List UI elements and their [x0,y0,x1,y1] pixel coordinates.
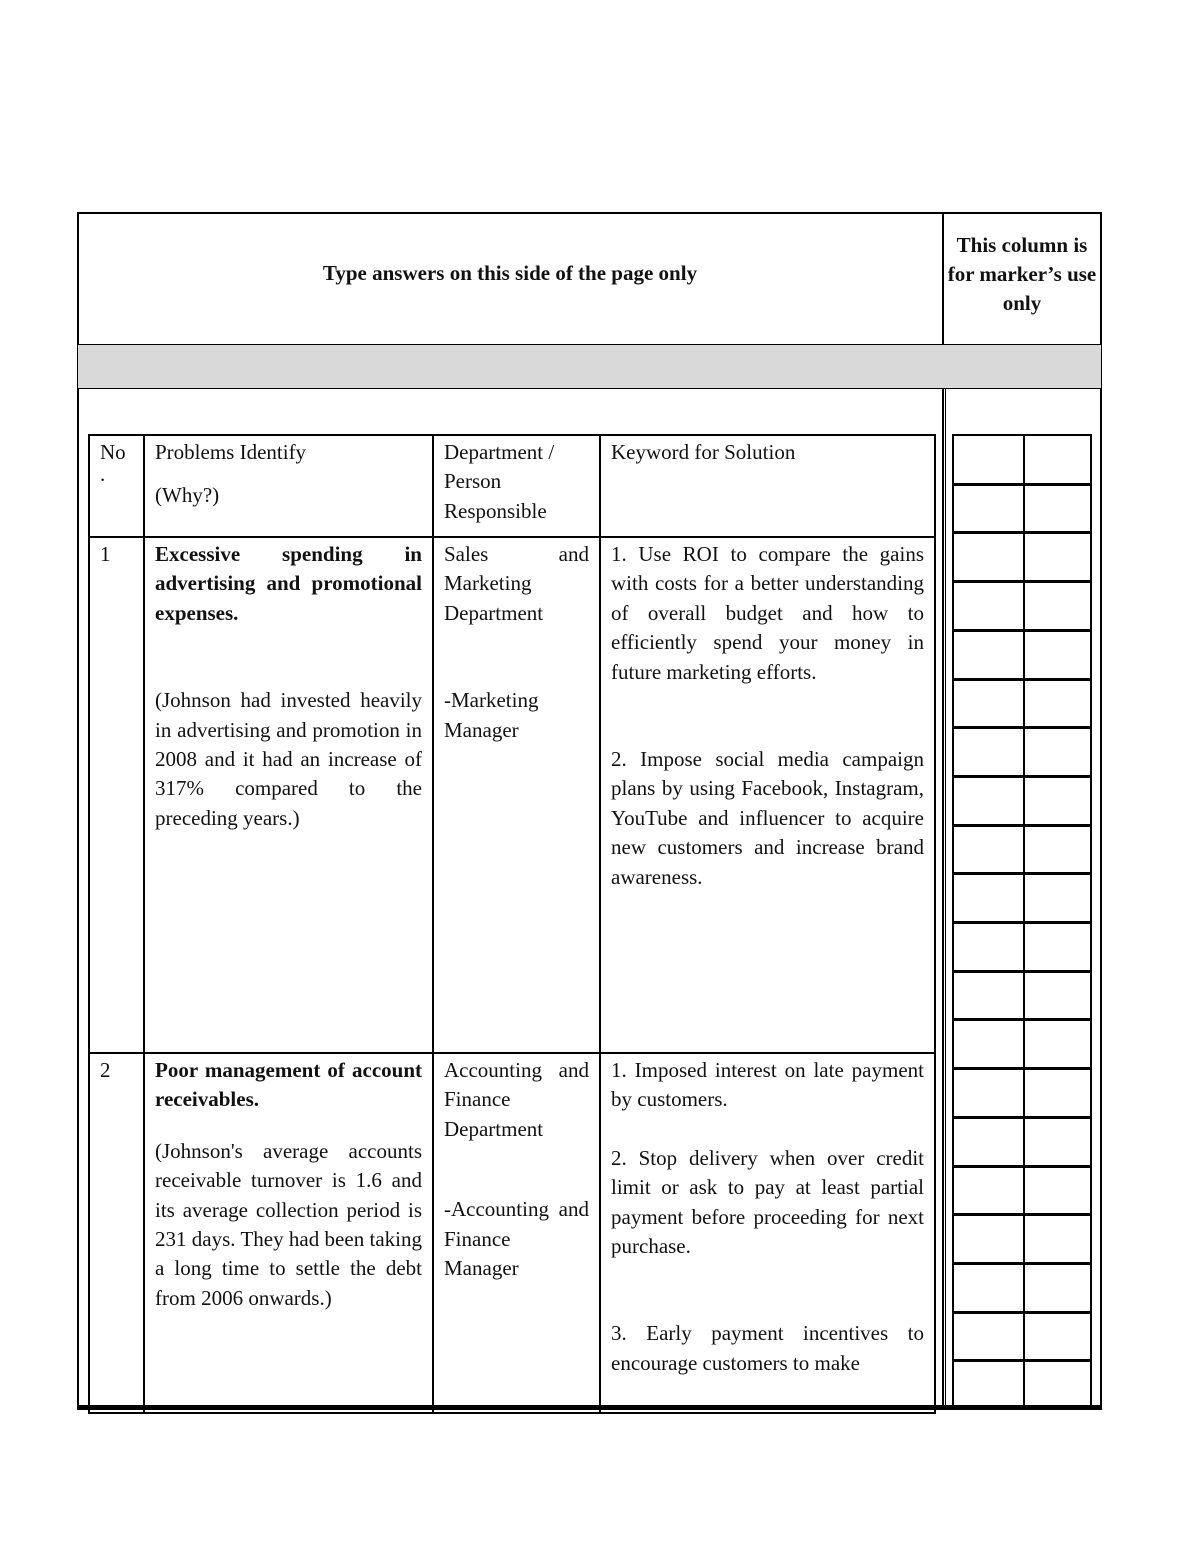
solution-item: 1. Imposed interest on late payment by customers. [611,1058,924,1112]
table-row [89,1053,935,1413]
person-responsible: -Accounting and Finance Manager [444,1197,589,1281]
solution-item: 2. Stop delivery when over credit limit or ask to pay at least partial payment before proceeding for next purchase. [611,1145,924,1259]
header-department [433,435,600,537]
marker-grid-row-divider [954,872,1090,875]
marker-grid-row-divider [954,921,1090,924]
solution-item: 1. Use ROI to compare the gains with costs for a better understanding of overall budget and how to efficiently spend your money in future marketing efforts. [611,542,924,684]
marker-grid-row-divider [954,726,1090,729]
marker-grid-row-divider [954,1018,1090,1021]
marker-grid-row-divider [954,1165,1090,1168]
marker-grid-row-divider [954,1262,1090,1265]
table-header-row [89,435,935,537]
marker-column-divider [942,212,944,1410]
marker-grid-row-divider [954,1359,1090,1362]
marker-grid-row-divider [954,824,1090,827]
solution-cell [600,1053,935,1413]
department-cell [433,537,600,1053]
solution-item: 2. Impose social media campaign plans by using Facebook, Instagram, YouTube and influencer to acquire new customers and increase brand awareness. [611,747,924,889]
marker-grid-row-divider [954,775,1090,778]
marker-grid-row-divider [954,1116,1090,1119]
solution-cell [600,537,935,1053]
marker-grid-row-divider [954,1311,1090,1314]
problem-cell [144,537,433,1053]
marker-score-grid [952,434,1092,1408]
person-responsible: -Marketing Manager [444,688,539,742]
problem-cell [144,1053,433,1413]
header-no-label: No [100,440,126,464]
problem-detail: (Johnson had invested heavily in advertising and promotion in 2008 and it had an increase of 317% compared to the preceding years.) [155,688,422,830]
header-no [89,435,144,537]
problem-title: Excessive spending in advertising and promotional expenses. [155,542,422,625]
header-keyword-label: Keyword for Solution [611,440,796,464]
band-divider [77,388,1102,389]
header-department-label: Department / Person Responsible [444,440,555,523]
header-problems-sub: (Why?) [155,483,220,508]
marker-grid-edge [945,388,946,1408]
solution-item: 3. Early payment incentives to encourage customers to make [611,1321,924,1375]
marker-grid-row-divider [954,1067,1090,1070]
marker-grid-row-divider [954,629,1090,632]
department-name: Accounting and Finance Department [444,1058,589,1141]
row-number: 1 [89,537,144,1053]
shaded-band [78,345,1101,388]
header-problems-label: Problems Identify [155,440,307,464]
marker-grid-row-divider [954,531,1090,534]
marker-column-title: This column is for marker’s use only [947,232,1097,315]
department-cell [433,1053,600,1413]
answer-area-title: Type answers on this side of the page only [322,260,698,285]
problem-detail: (Johnson's average accounts receivable turnover is 1.6 and its average collection period is 231 days. They had been taking a long time to settle the debt from 2006 onwards.) [155,1138,422,1310]
sheet-bottom-border [77,1405,1102,1410]
row-number: 2 [89,1053,144,1413]
table-row [89,537,935,1053]
problems-table [88,434,936,1414]
marker-grid-row-divider [954,970,1090,973]
table-outer-edge [934,434,936,1410]
marker-grid-row-divider [954,678,1090,681]
marker-grid-row-divider [954,580,1090,583]
department-name: Sales and Marketing Department [444,542,589,625]
header-problems [144,435,433,537]
header-no-dot: . [100,462,106,487]
marker-grid-row-divider [954,1213,1090,1216]
marker-grid-row-divider [954,483,1090,486]
problem-title: Poor management of account receivables. [155,1058,422,1112]
header-keyword [600,435,935,537]
